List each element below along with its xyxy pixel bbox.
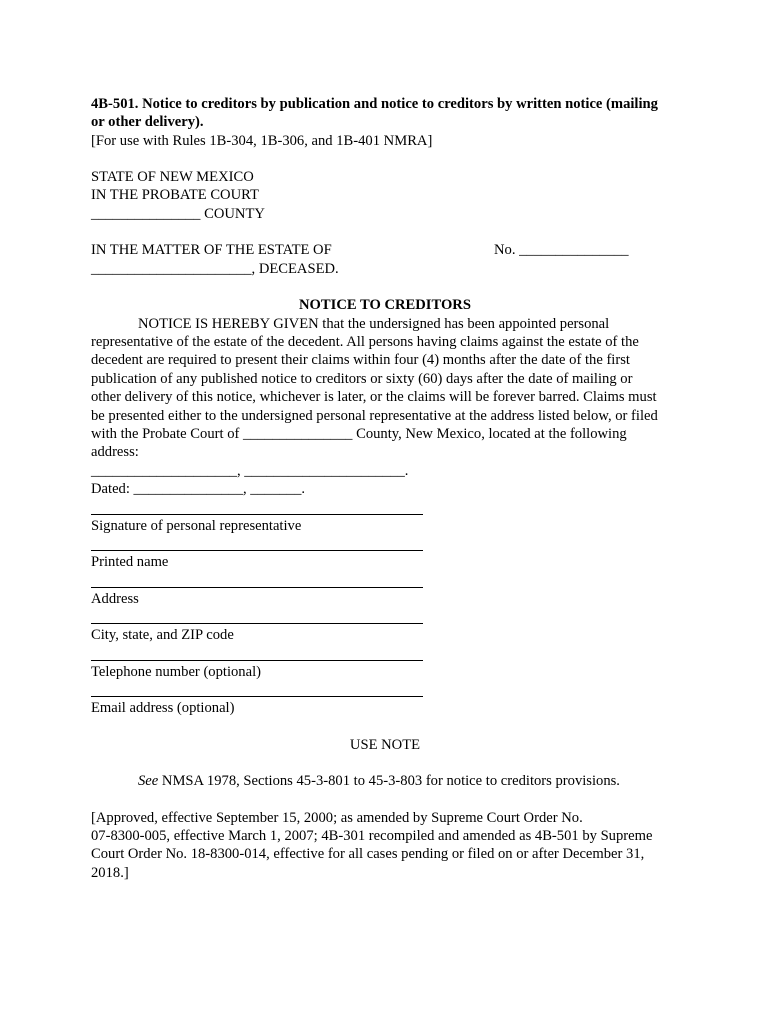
notice-line-6: be presented either to the undersigned personal representative at the address listed below, or filed <box>91 408 658 424</box>
notice-line-2: representative of the estate of the decedent. All persons having claims against the estate of the <box>91 334 639 350</box>
history-line-3: Court Order No. 18-8300-014, effective for all cases pending or filed on or after December 31, <box>91 846 645 862</box>
city-state-zip-rule <box>91 623 423 624</box>
history-line-4: 2018.] <box>91 865 129 881</box>
dated-line: Dated: _______________, _______. <box>91 481 306 497</box>
court-line: IN THE PROBATE COURT <box>91 187 259 203</box>
notice-line-4: publication of any published notice to creditors or sixty (60) days after the date of mailing or <box>91 371 633 387</box>
form-title-line-1: 4B-501. Notice to creditors by publication and notice to creditors by written notice (mailing <box>91 96 658 112</box>
matter-line: IN THE MATTER OF THE ESTATE OF <box>91 242 332 258</box>
notice-line-3: decedent are required to present their claims within four (4) months after the date of the first <box>91 352 630 368</box>
telephone-rule <box>91 660 423 661</box>
use-note-body: NMSA 1978, Sections 45-3-801 to 45-3-803 for notice to creditors provisions. <box>158 773 620 789</box>
see-word: See <box>138 773 159 789</box>
notice-line-7: with the Probate Court of _______________ County, New Mexico, located at the following <box>91 426 627 442</box>
notice-line-1: NOTICE IS HEREBY GIVEN that the undersigned has been appointed personal <box>138 316 610 332</box>
address-blank: ____________________, ______________________. <box>91 463 409 479</box>
email-rule <box>91 696 423 697</box>
email-label: Email address (optional) <box>91 700 235 716</box>
state-line: STATE OF NEW MEXICO <box>91 169 254 185</box>
signature-label: Signature of personal representative <box>91 518 302 534</box>
deceased-line: ______________________, DECEASED. <box>91 261 339 277</box>
use-note-text <box>138 772 620 790</box>
county-line: _______________ COUNTY <box>91 206 265 222</box>
signature-rule <box>91 514 423 515</box>
form-title-line-2: or other delivery). <box>91 114 204 130</box>
notice-title: NOTICE TO CREDITORS <box>299 297 471 313</box>
telephone-label: Telephone number (optional) <box>91 664 261 680</box>
history-line-2: 07-8300-005, effective March 1, 2007; 4B-301 recompiled and amended as 4B-501 by Supreme <box>91 828 653 844</box>
address-rule <box>91 587 423 588</box>
use-note-title: USE NOTE <box>349 737 421 753</box>
notice-line-8: address: <box>91 444 139 460</box>
printed-name-label: Printed name <box>91 554 169 570</box>
rules-reference: [For use with Rules 1B-304, 1B-306, and 1B-401 NMRA] <box>91 133 433 149</box>
printed-name-rule <box>91 550 423 551</box>
city-state-zip-label: City, state, and ZIP code <box>91 627 234 643</box>
case-number: No. _______________ <box>494 242 629 258</box>
address-label: Address <box>91 591 139 607</box>
history-line-1: [Approved, effective September 15, 2000; as amended by Supreme Court Order No. <box>91 810 583 826</box>
notice-line-5: other delivery of this notice, whichever is later, or the claims will be forever barred. Claims must <box>91 389 657 405</box>
